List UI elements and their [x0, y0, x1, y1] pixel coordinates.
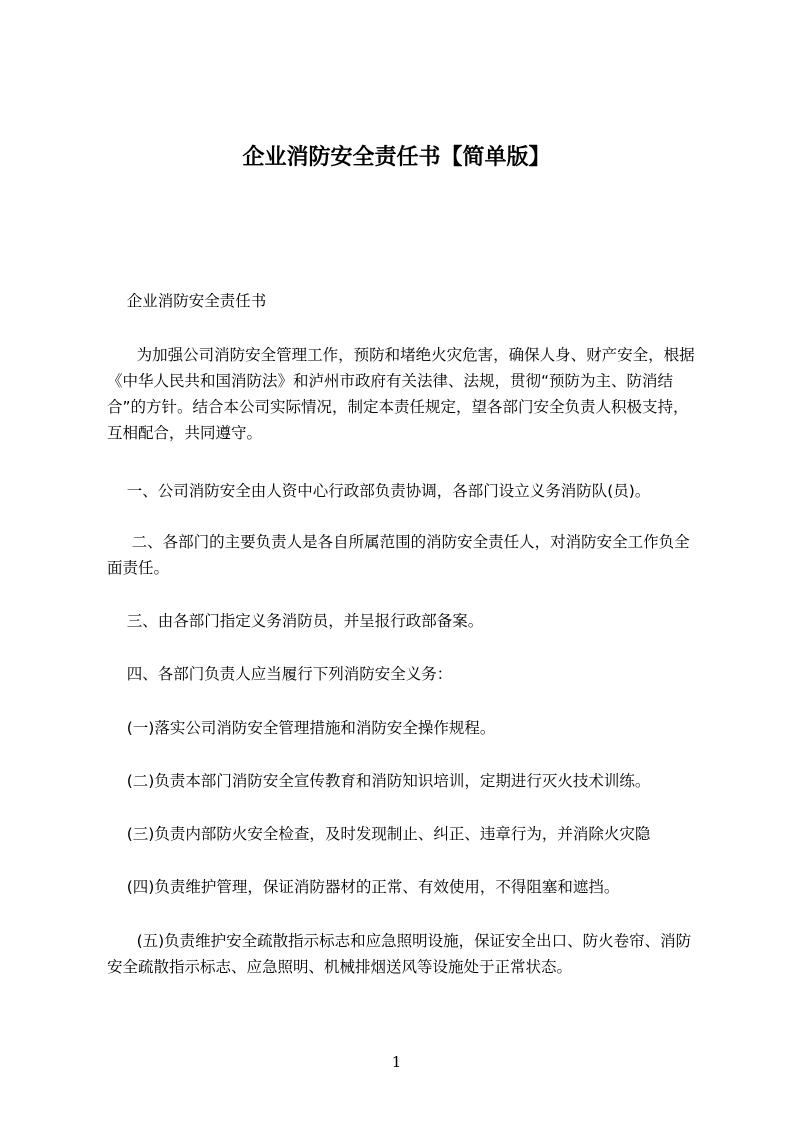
paragraph-item-2: 二、各部门的主要负责人是各自所属范围的消防安全责任人，对消防安全工作负全面责任。 [107, 533, 690, 577]
paragraph-item-3: 三、由各部门指定义务消防员，并呈报行政部备案。 [107, 612, 484, 630]
paragraph-sub-3: (三)负责内部防火安全检查，及时发现制止、纠正、违章行为，并消除火灾隐 [107, 825, 651, 843]
paragraph-intro: 为加强公司消防安全管理工作，预防和堵绝火灾危害，确保人身、财产安全，根据《中华人民共和国消防法》和泸州市政府有关法律、法规，贯彻“预防为主、防消结合”的方针。结合本公司实际情况，制定本责任规定，望各部门安全负责人积极支持，互相配合，共同遵守。 [107, 346, 695, 442]
paragraph-item-4: 四、各部门负责人应当履行下列消防安全义务： [107, 665, 453, 683]
paragraph-sub-4: (四)负责维护管理，保证消防器材的正常、有效使用，不得阻塞和遮挡。 [107, 878, 620, 896]
paragraph-sub-1: (一)落实公司消防安全管理措施和消防安全操作规程。 [107, 719, 496, 737]
document-subtitle: 企业消防安全责任书 [107, 292, 267, 310]
paragraph-sub-2: (二)负责本部门消防安全宣传教育和消防知识培训，定期进行灭火技术训练。 [107, 772, 651, 790]
paragraph-item-1: 一、公司消防安全由人资中心行政部负责协调，各部门设立义务消防队(员)。 [107, 482, 651, 500]
page-number: 1 [391, 1053, 402, 1071]
document-title: 企业消防安全责任书【简单版】 [242, 145, 551, 170]
paragraph-sub-5: (五)负责维护安全疏散指示标志和应急照明设施，保证安全出口、防火卷帘、消防安全疏散指示标志、应急照明、机械排烟送风等设施处于正常状态。 [107, 932, 692, 976]
